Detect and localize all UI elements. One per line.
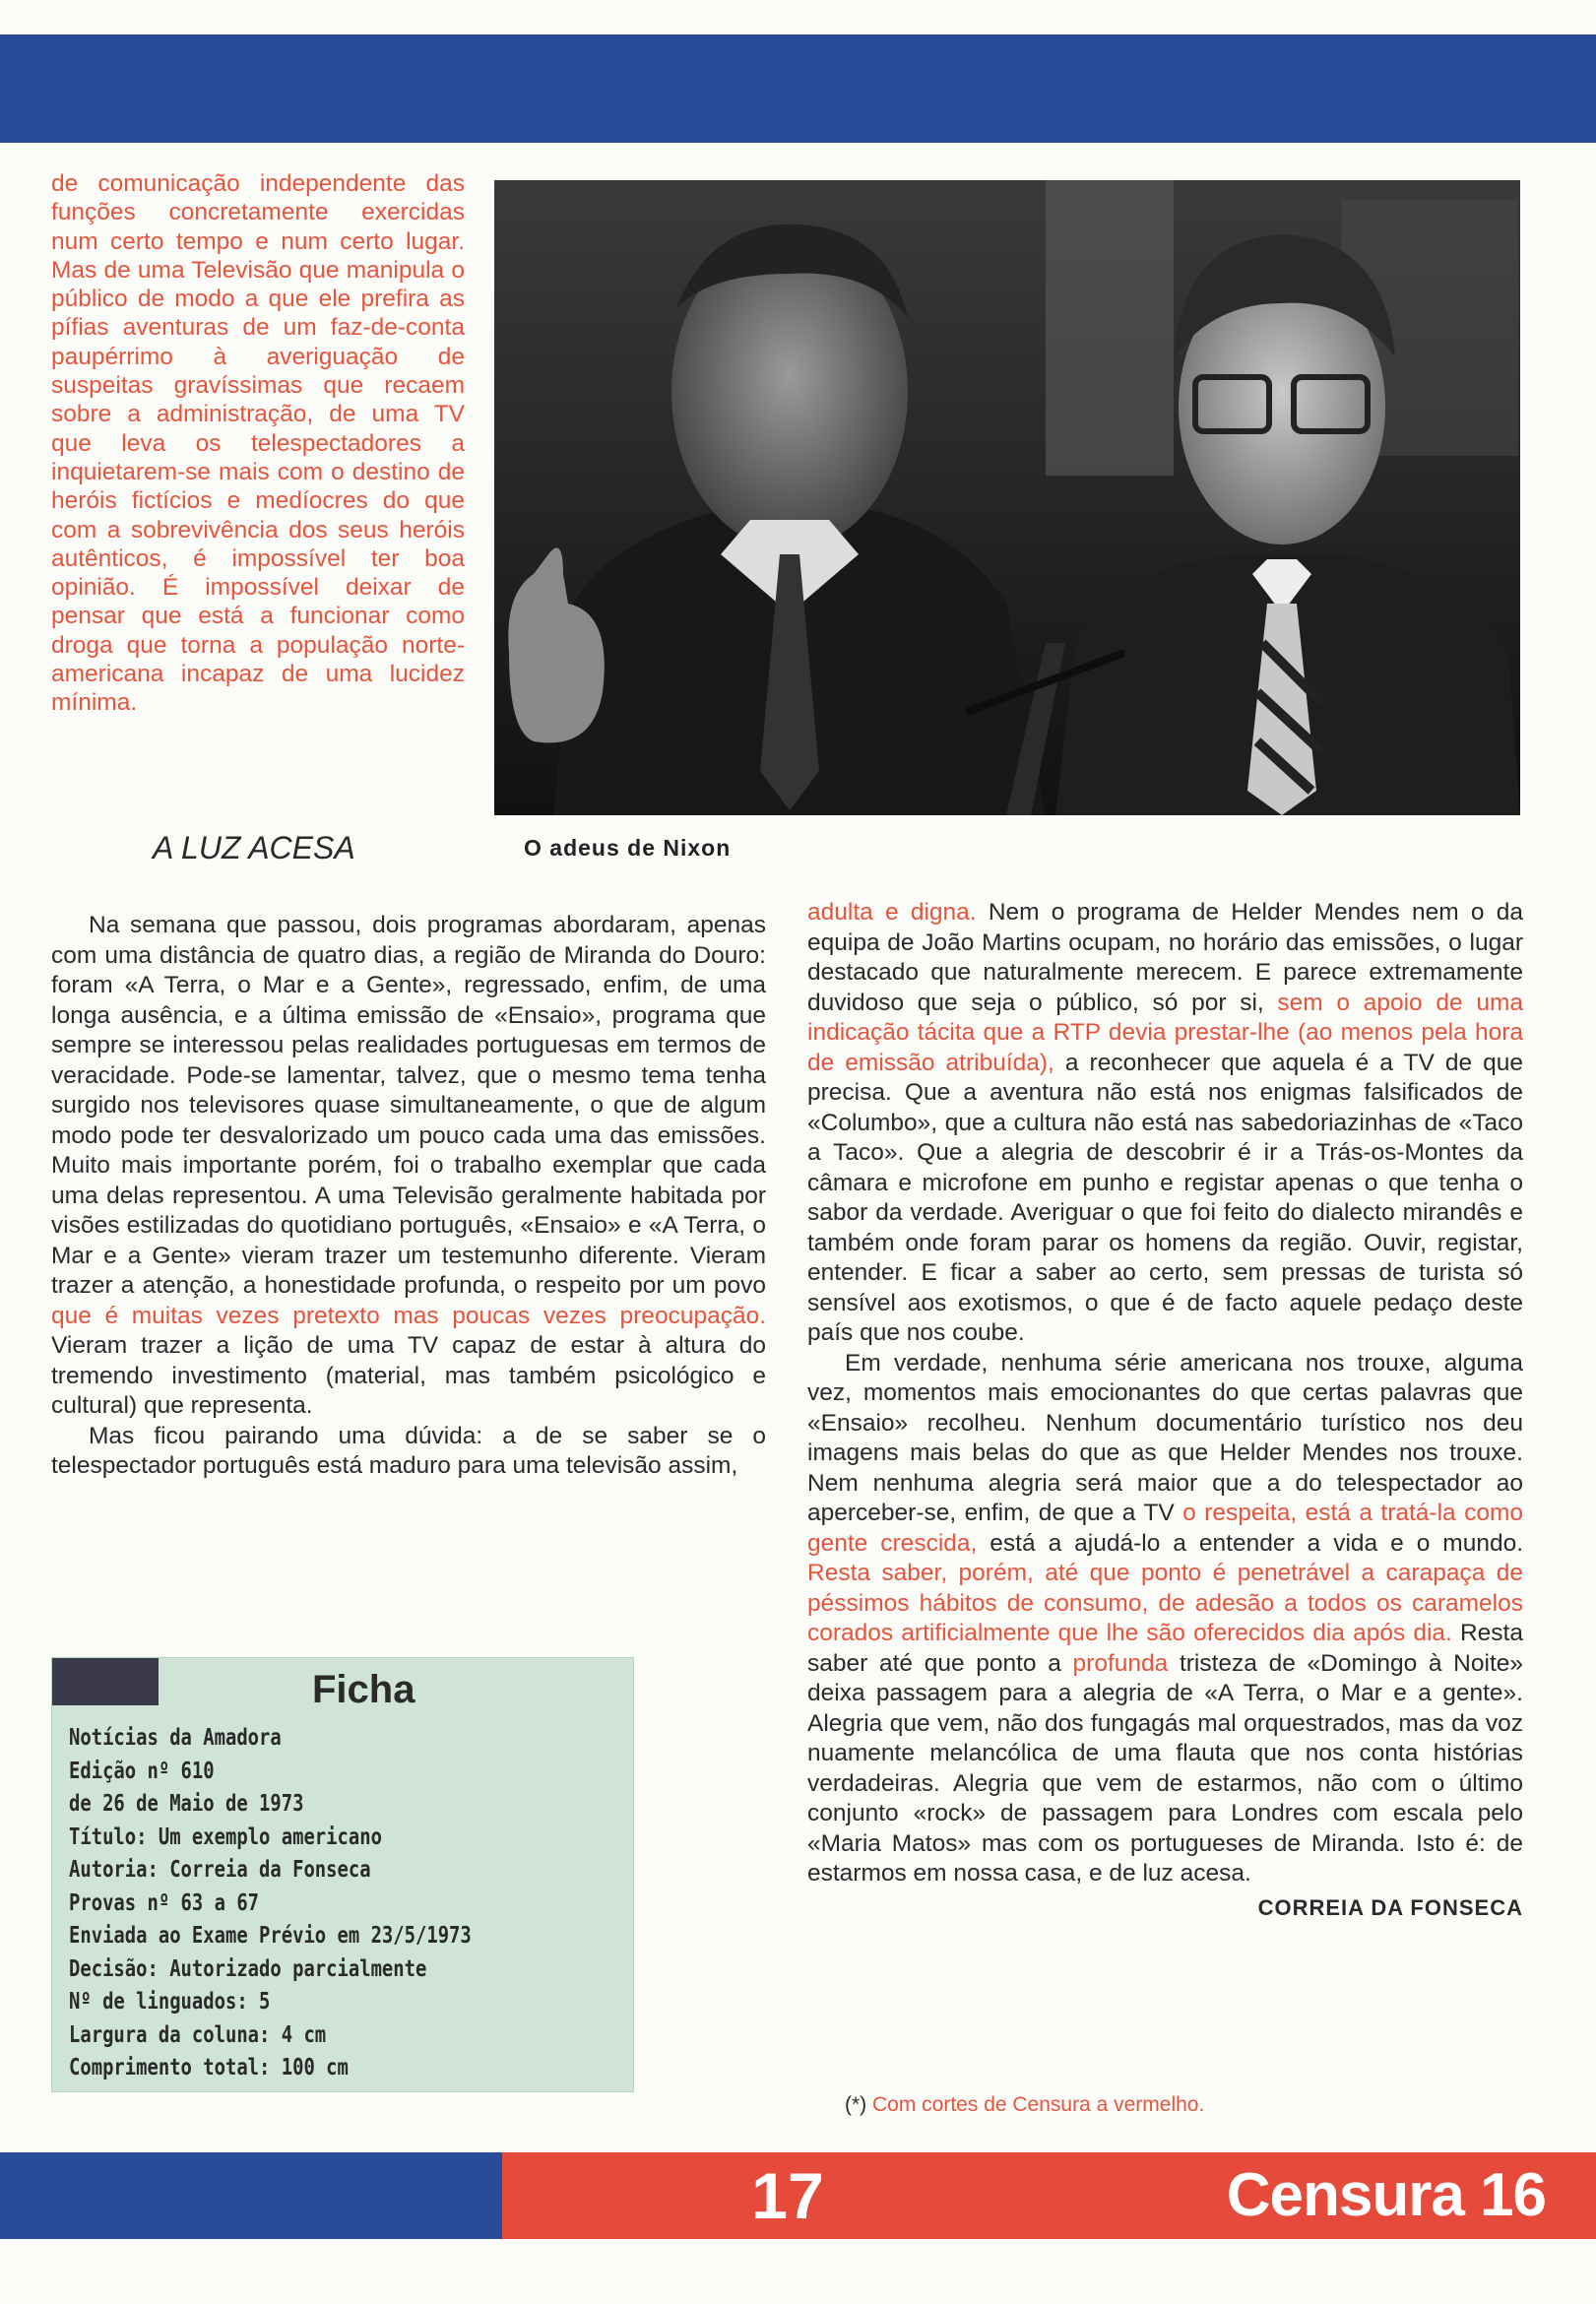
censorship-footnote — [845, 2093, 1204, 2117]
censored-text: Resta saber, porém, até que ponto é penetrável a carapaça de péssimos hábitos de consumo, de adesão a todos os caramelos corados artificialmente que lhe são oferecidos dia após dia. — [807, 1560, 1523, 1646]
right-paragraph-1 — [807, 898, 1523, 1349]
left-paragraph-2: Mas ficou pairando uma dúvida: a de se saber se o telespectador português está maduro para uma televisão assim, — [51, 1422, 766, 1479]
right-text-column — [807, 898, 1523, 1923]
censored-text: adulta e digna. — [807, 899, 977, 926]
censored-text: profunda — [1072, 1649, 1169, 1677]
ficha-line: Autoria: Correia da Fonseca — [69, 1857, 371, 1883]
ficha-title: Ficha — [312, 1668, 415, 1711]
ficha-tab — [52, 1658, 159, 1705]
ficha-line: Largura da coluna: 4 cm — [69, 2021, 327, 2048]
ficha-line: Enviada ao Exame Prévio em 23/5/1973 — [69, 1923, 472, 1949]
text-run: Nem o programa de Helder Mendes nem o da equipa de João Martins ocupam, no horário das emissões, o lugar destacado que naturalmente merecem. E parece extremamente duvidoso que seja o público, só por si, — [807, 899, 1523, 1016]
page-number: 17 — [751, 2159, 824, 2232]
ficha-line: Decisão: Autorizado parcialmente — [69, 1955, 427, 1982]
text-run: a reconhecer que aquela é a TV de que precisa. Que a aventura não está nos enigmas falsificados de «Columbo», que a cultura não está nas sabedoriazinhas de «Taco a Taco». Que a alegria de descobrir é ir a Trás-os-Montes da câmara e microfone em punho e registar apenas o que tenha o sabor da verdade. Averiguar o que foi feito do dialecto mirandês e também onde foram parar os homens da região. Ouvir, registar, entender. E ficar a saber ao certo, sem pressas de turista só sensível aos exotismos, o que é de facto aquele pedaço deste país que nos coube. — [807, 1049, 1524, 1346]
ficha-line: Título: Um exemplo americano — [69, 1824, 382, 1850]
top-color-bar — [0, 34, 1596, 143]
bottom-blue-bar — [0, 2152, 502, 2239]
text-run: Resta saber até que ponto a — [807, 1620, 1523, 1677]
text-run: tristeza de «Domingo à Noite» deixa passagem para a alegria de «A Terra, o Mar e a gente». Alegria que vem, não dos fungagás mal orquestrados, mas da voz nuamente melancólica de uma flauta que nos conta histórias verdadeiras. Alegria que vem de estarmos, não com o último conjunto «rock» de passagem para Londres com escala pelo «Maria Matos» mas com os portugueses de Miranda. Isto é: de estarmos em nossa casa, e de luz acesa. — [807, 1649, 1523, 1887]
section-heading: A LUZ ACESA — [153, 830, 355, 865]
ficha-line: de 26 de Maio de 1973 — [69, 1791, 304, 1817]
text-run: Na semana que passou, dois programas abordaram, apenas com uma distância de quatro dias, a região de Miranda do Douro: foram «A Terra, o Mar e a Gente», regressado, enfim, de uma longa ausência, e a última emissão de «Ensaio», programa que sempre se interessou pelas realidades portuguesas em termos de veracidade. Pode-se lamentar, talvez, que o mesmo tema tenha surgido nos televisores quase simultaneamente, o que de algum modo pode ter desvalorizado um pouco cada uma das emissões. Muito mais importante porém, foi o trabalho exemplar que cada uma delas representou. A uma Televisão geralmente habitada por visões estilizadas do quotidiano português, «Ensaio» e «A Terra, o Mar e a Gente» vieram trazer um testemunho diferente. Vieram trazer a atenção, a honestidade profunda, o respeito por um povo — [51, 912, 766, 1299]
footnote-marker: (*) — [845, 2093, 872, 2116]
censored-text: que é muitas vezes pretexto mas poucas vezes preocupação. — [51, 1302, 766, 1329]
intro-paragraph-censored: de comunicação independente das funções concretamente exercidas num certo tempo e num certo lugar. Mas de uma Televisão que manipula o público de modo a que ele prefira as pífias aventuras de um faz-de-conta paupérrimo à averiguação de suspeitas gravíssimas que recaem sobre a administração, de uma TV que leva os telespectadores a inquietarem-se mais com o destino de heróis fictícios e medíocres do que com a sobrevivência dos seus heróis autênticos, é impossível ter boa opinião. É impossível deixar de pensar que está a funcionar como droga que torna a população norte-americana incapaz de uma lucidez mínima. — [51, 170, 465, 717]
ficha-line: Provas nº 63 a 67 — [69, 1889, 260, 1916]
censored-text: sem o apoio de uma indicação tácita que a RTP devia prestar-lhe (ao menos pela hora de emissão atribuída), — [807, 989, 1523, 1076]
text-run: Em verdade, nenhuma série americana nos trouxe, alguma vez, momentos mais emocionantes do que certas palavras que «Ensaio» recolheu. Nenhum documentário turístico nos deu imagens mais belas do que as que Helder Mendes nos trouxe. Nem nenhuma alegria será maior que a do telespectador ao aperceber-se, enfim, de que a TV — [807, 1349, 1523, 1526]
ficha-line: Notícias da Amadora — [69, 1725, 282, 1751]
nixon-photo — [494, 180, 1520, 815]
ficha-box — [51, 1657, 634, 2092]
text-run: está a ajudá-lo a entender a vida e o mundo. — [977, 1529, 1524, 1557]
footnote-text: Com cortes de Censura a vermelho. — [872, 2093, 1205, 2116]
ficha-line: Edição nº 610 — [69, 1758, 215, 1784]
left-text-column — [51, 911, 766, 1482]
ficha-list — [69, 1722, 560, 2085]
ficha-line: Comprimento total: 100 cm — [69, 2055, 349, 2080]
author-signature: CORREIA DA FONSECA — [1257, 1894, 1523, 1920]
publication-brand: Censura 16 — [1226, 2161, 1546, 2229]
photo-caption: O adeus de Nixon — [524, 835, 732, 861]
right-paragraph-2 — [807, 1349, 1523, 1889]
left-paragraph-1 — [51, 911, 766, 1422]
censored-text: o respeita, está a tratá-la como gente crescida, — [807, 1500, 1523, 1557]
ficha-line: Nº de linguados: 5 — [69, 1989, 271, 2015]
text-run: Vieram trazer a lição de uma TV capaz de estar à altura do tremendo investimento (material, mas também psicológico e cultural) que representa. — [51, 1332, 766, 1419]
